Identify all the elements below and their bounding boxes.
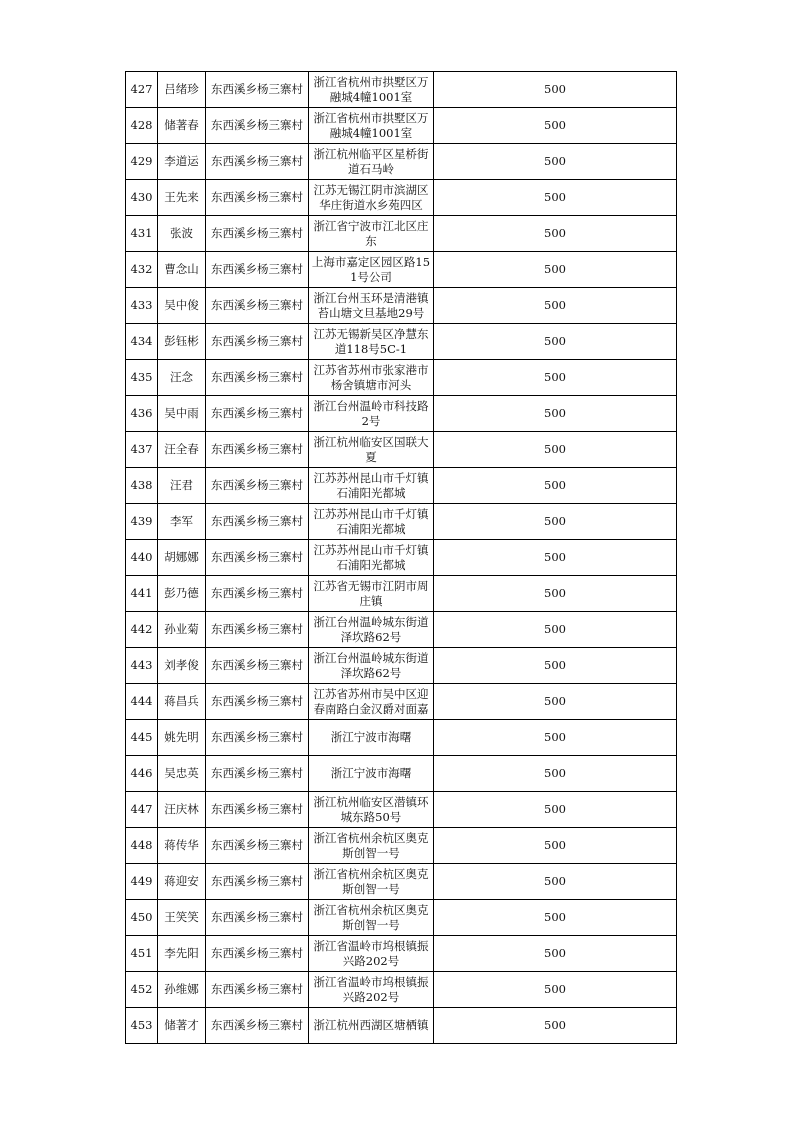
amount-cell: 500	[434, 324, 677, 360]
village-cell: 东西溪乡杨三寨村	[206, 900, 309, 936]
amount-cell: 500	[434, 828, 677, 864]
address-cell	[309, 432, 434, 468]
village-cell: 东西溪乡杨三寨村	[206, 864, 309, 900]
address-cell	[309, 216, 434, 252]
address-cell	[309, 648, 434, 684]
row-number-cell: 443	[126, 648, 158, 684]
row-number-cell: 436	[126, 396, 158, 432]
address-text: 江苏省苏州市张家港市杨舍镇塘市河头	[313, 362, 429, 392]
address-text: 浙江省宁波市江北区庄东	[313, 218, 429, 248]
table-row	[126, 144, 677, 180]
village-cell: 东西溪乡杨三寨村	[206, 1008, 309, 1044]
name-cell: 蒋迎安	[158, 864, 206, 900]
village-cell: 东西溪乡杨三寨村	[206, 324, 309, 360]
village-cell: 东西溪乡杨三寨村	[206, 360, 309, 396]
amount-cell: 500	[434, 72, 677, 108]
address-text: 浙江省杭州市拱墅区万融城4幢1001室	[313, 110, 429, 140]
row-number-cell: 446	[126, 756, 158, 792]
row-number-cell: 431	[126, 216, 158, 252]
roster-table	[125, 71, 677, 1044]
address-text: 浙江杭州临安区国联大夏	[313, 434, 429, 464]
village-cell: 东西溪乡杨三寨村	[206, 576, 309, 612]
name-cell: 储著春	[158, 108, 206, 144]
table-row	[126, 612, 677, 648]
row-number-cell: 448	[126, 828, 158, 864]
name-cell: 彭钰彬	[158, 324, 206, 360]
table-row	[126, 900, 677, 936]
table-row	[126, 108, 677, 144]
village-cell: 东西溪乡杨三寨村	[206, 504, 309, 540]
table-row	[126, 468, 677, 504]
amount-cell: 500	[434, 180, 677, 216]
name-cell: 王先来	[158, 180, 206, 216]
address-text: 浙江杭州西湖区塘栖镇	[313, 1018, 429, 1032]
name-cell: 吴忠英	[158, 756, 206, 792]
address-text: 浙江台州温岭市科技路2号	[313, 398, 429, 428]
row-number-cell: 450	[126, 900, 158, 936]
table-row	[126, 324, 677, 360]
row-number-cell: 429	[126, 144, 158, 180]
name-cell: 汪念	[158, 360, 206, 396]
row-number-cell: 439	[126, 504, 158, 540]
address-text: 浙江宁波市海曙	[330, 766, 412, 780]
name-cell: 李军	[158, 504, 206, 540]
amount-cell: 500	[434, 612, 677, 648]
village-cell: 东西溪乡杨三寨村	[206, 612, 309, 648]
row-number-cell: 434	[126, 324, 158, 360]
amount-cell: 500	[434, 1008, 677, 1044]
address-text: 江苏苏州昆山市千灯镇石浦阳光都城	[313, 506, 429, 536]
amount-cell: 500	[434, 216, 677, 252]
amount-cell: 500	[434, 576, 677, 612]
amount-cell: 500	[434, 540, 677, 576]
address-cell	[309, 684, 434, 720]
address-cell	[309, 108, 434, 144]
address-text: 江苏苏州昆山市千灯镇石浦阳光都城	[313, 470, 429, 500]
row-number-cell: 433	[126, 288, 158, 324]
address-text: 江苏苏州昆山市千灯镇石浦阳光都城	[313, 542, 429, 572]
row-number-cell: 449	[126, 864, 158, 900]
village-cell: 东西溪乡杨三寨村	[206, 756, 309, 792]
address-cell	[309, 396, 434, 432]
name-cell: 李先阳	[158, 936, 206, 972]
row-number-cell: 442	[126, 612, 158, 648]
row-number-cell: 430	[126, 180, 158, 216]
amount-cell: 500	[434, 720, 677, 756]
amount-cell: 500	[434, 396, 677, 432]
name-cell: 汪君	[158, 468, 206, 504]
address-cell	[309, 900, 434, 936]
name-cell: 孙业菊	[158, 612, 206, 648]
table-row	[126, 180, 677, 216]
village-cell: 东西溪乡杨三寨村	[206, 432, 309, 468]
row-number-cell: 432	[126, 252, 158, 288]
amount-cell: 500	[434, 468, 677, 504]
amount-cell: 500	[434, 648, 677, 684]
village-cell: 东西溪乡杨三寨村	[206, 936, 309, 972]
address-cell	[309, 1008, 434, 1044]
row-number-cell: 451	[126, 936, 158, 972]
row-number-cell: 452	[126, 972, 158, 1008]
address-cell	[309, 324, 434, 360]
name-cell: 刘孝俊	[158, 648, 206, 684]
amount-cell: 500	[434, 432, 677, 468]
amount-cell: 500	[434, 360, 677, 396]
village-cell: 东西溪乡杨三寨村	[206, 972, 309, 1008]
row-number-cell: 453	[126, 1008, 158, 1044]
address-text: 浙江台州玉环是清港镇苔山塘文旦基地29号	[313, 290, 429, 320]
address-cell	[309, 540, 434, 576]
row-number-cell: 444	[126, 684, 158, 720]
row-number-cell: 428	[126, 108, 158, 144]
amount-cell: 500	[434, 684, 677, 720]
address-text: 浙江省温岭市坞根镇振兴路202号	[313, 974, 429, 1004]
address-cell	[309, 360, 434, 396]
address-text: 江苏无锡江阴市滨湖区华庄街道水乡苑四区	[313, 182, 429, 212]
roster-body	[126, 72, 677, 1044]
name-cell: 胡娜娜	[158, 540, 206, 576]
table-row	[126, 396, 677, 432]
amount-cell: 500	[434, 504, 677, 540]
address-text: 浙江省杭州余杭区奥克斯创智一号	[313, 902, 429, 932]
village-cell: 东西溪乡杨三寨村	[206, 144, 309, 180]
name-cell: 蒋传华	[158, 828, 206, 864]
table-row	[126, 756, 677, 792]
address-text: 浙江台州温岭城东街道泽坎路62号	[313, 650, 429, 680]
table-row	[126, 72, 677, 108]
amount-cell: 500	[434, 144, 677, 180]
row-number-cell: 427	[126, 72, 158, 108]
amount-cell: 500	[434, 972, 677, 1008]
address-cell	[309, 72, 434, 108]
name-cell: 汪全春	[158, 432, 206, 468]
address-cell	[309, 504, 434, 540]
address-cell	[309, 936, 434, 972]
name-cell: 吕绪珍	[158, 72, 206, 108]
table-row	[126, 360, 677, 396]
village-cell: 东西溪乡杨三寨村	[206, 720, 309, 756]
address-cell	[309, 792, 434, 828]
address-cell	[309, 864, 434, 900]
address-cell	[309, 612, 434, 648]
amount-cell: 500	[434, 900, 677, 936]
address-cell	[309, 144, 434, 180]
table-row	[126, 648, 677, 684]
table-row	[126, 1008, 677, 1044]
amount-cell: 500	[434, 936, 677, 972]
table-row	[126, 864, 677, 900]
village-cell: 东西溪乡杨三寨村	[206, 108, 309, 144]
village-cell: 东西溪乡杨三寨村	[206, 468, 309, 504]
table-row	[126, 684, 677, 720]
village-cell: 东西溪乡杨三寨村	[206, 684, 309, 720]
village-cell: 东西溪乡杨三寨村	[206, 216, 309, 252]
name-cell: 孙维娜	[158, 972, 206, 1008]
address-text: 浙江杭州临安区潜镇环城东路50号	[313, 794, 429, 824]
address-cell	[309, 828, 434, 864]
address-text: 浙江省温岭市坞根镇振兴路202号	[313, 938, 429, 968]
amount-cell: 500	[434, 864, 677, 900]
address-cell	[309, 468, 434, 504]
address-text: 江苏省苏州市吴中区迎春南路白金汉爵对面嘉	[313, 686, 429, 716]
table-row	[126, 288, 677, 324]
table-row	[126, 936, 677, 972]
address-text: 浙江省杭州余杭区奥克斯创智一号	[313, 830, 429, 860]
table-row	[126, 972, 677, 1008]
table-row	[126, 576, 677, 612]
address-text: 江苏无锡新吴区净慧东道118号5C-1	[313, 326, 429, 356]
name-cell: 储著才	[158, 1008, 206, 1044]
village-cell: 东西溪乡杨三寨村	[206, 288, 309, 324]
address-text: 浙江台州温岭城东街道泽坎路62号	[313, 614, 429, 644]
address-cell	[309, 972, 434, 1008]
table-row	[126, 252, 677, 288]
name-cell: 曹念山	[158, 252, 206, 288]
table-row	[126, 504, 677, 540]
table-row	[126, 828, 677, 864]
name-cell: 蒋昌兵	[158, 684, 206, 720]
address-text: 浙江省杭州市拱墅区万融城4幢1001室	[313, 74, 429, 104]
name-cell: 彭乃德	[158, 576, 206, 612]
amount-cell: 500	[434, 756, 677, 792]
address-cell	[309, 180, 434, 216]
amount-cell: 500	[434, 252, 677, 288]
table-row	[126, 792, 677, 828]
address-cell	[309, 252, 434, 288]
name-cell: 吴中俊	[158, 288, 206, 324]
table-row	[126, 720, 677, 756]
village-cell: 东西溪乡杨三寨村	[206, 72, 309, 108]
village-cell: 东西溪乡杨三寨村	[206, 180, 309, 216]
row-number-cell: 445	[126, 720, 158, 756]
address-cell	[309, 720, 434, 756]
name-cell: 汪庆林	[158, 792, 206, 828]
address-text: 上海市嘉定区园区路151号公司	[311, 254, 431, 284]
village-cell: 东西溪乡杨三寨村	[206, 648, 309, 684]
amount-cell: 500	[434, 792, 677, 828]
village-cell: 东西溪乡杨三寨村	[206, 252, 309, 288]
address-text: 江苏省无锡市江阴市周庄镇	[313, 578, 429, 608]
address-text: 浙江杭州临平区星桥街道石马岭	[313, 146, 429, 176]
address-text: 浙江宁波市海曙	[330, 730, 412, 744]
row-number-cell: 435	[126, 360, 158, 396]
address-cell	[309, 288, 434, 324]
name-cell: 张波	[158, 216, 206, 252]
name-cell: 王笑笑	[158, 900, 206, 936]
name-cell: 姚先明	[158, 720, 206, 756]
village-cell: 东西溪乡杨三寨村	[206, 828, 309, 864]
address-cell	[309, 756, 434, 792]
village-cell: 东西溪乡杨三寨村	[206, 792, 309, 828]
address-text: 浙江省杭州余杭区奥克斯创智一号	[313, 866, 429, 896]
name-cell: 吴中雨	[158, 396, 206, 432]
row-number-cell: 441	[126, 576, 158, 612]
amount-cell: 500	[434, 108, 677, 144]
table-row	[126, 216, 677, 252]
village-cell: 东西溪乡杨三寨村	[206, 540, 309, 576]
amount-cell: 500	[434, 288, 677, 324]
table-row	[126, 432, 677, 468]
row-number-cell: 438	[126, 468, 158, 504]
row-number-cell: 447	[126, 792, 158, 828]
row-number-cell: 437	[126, 432, 158, 468]
table-row	[126, 540, 677, 576]
address-cell	[309, 576, 434, 612]
row-number-cell: 440	[126, 540, 158, 576]
name-cell: 李道运	[158, 144, 206, 180]
village-cell: 东西溪乡杨三寨村	[206, 396, 309, 432]
